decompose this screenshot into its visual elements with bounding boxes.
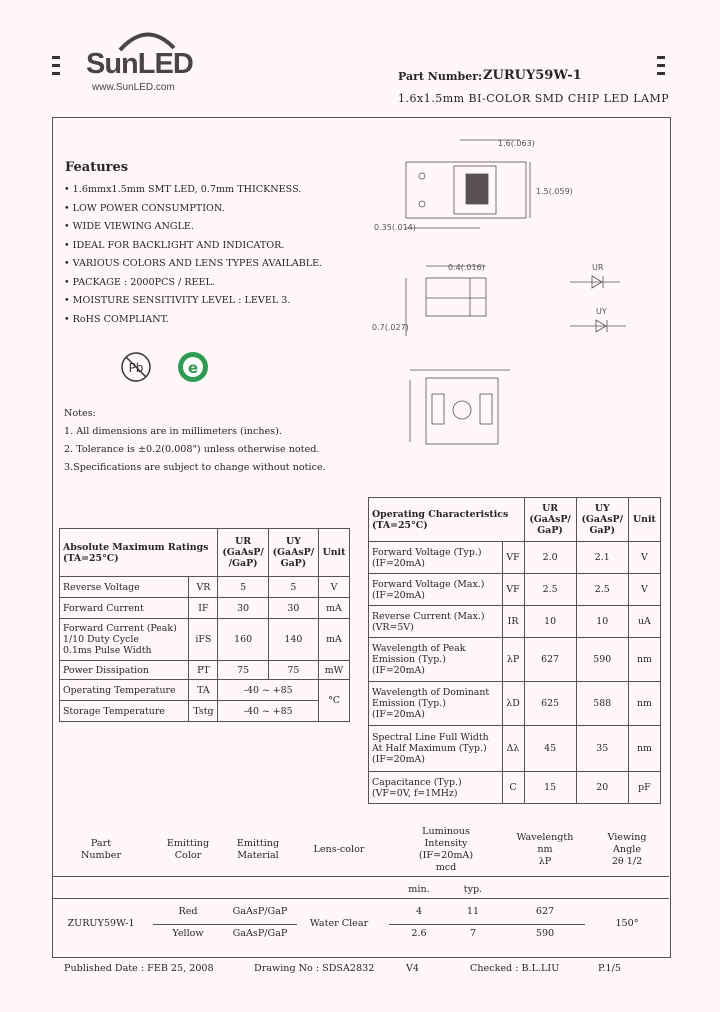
operating-characteristics-table <box>368 497 661 804</box>
note-item: 2. Tolerance is ±0.2(0.008") unless otherwise noted. <box>64 444 320 455</box>
corner-mark <box>657 56 665 59</box>
list-item: • LOW POWER CONSUMPTION. <box>64 200 322 219</box>
row-color: Yellow <box>172 928 204 939</box>
notes <box>64 405 326 477</box>
note-item: 3.Specifications are subject to change without notice. <box>64 462 326 473</box>
table-row: Wavelength of Peak Emission (Typ.) (IF=20mA) λP 627 590 nm <box>369 638 661 682</box>
row-wl: 590 <box>535 928 555 939</box>
list-item: • RoHS COMPLIANT. <box>64 311 322 330</box>
features-list <box>64 181 322 329</box>
part-number-label: Part Number: <box>398 70 483 83</box>
page-number: P.1/5 <box>598 963 621 974</box>
circuit-label-uy: UY <box>596 307 607 316</box>
circuit-label-ur: UR <box>592 263 604 272</box>
part-number-cell: ZURUY59W-1 <box>67 918 135 929</box>
table-row: Forward Current (Peak) 1/10 Duty Cycle 0.1ms Pulse Width iFS 160 140 mA <box>60 619 350 661</box>
table-row: Storage Temperature Tstg -40 ~ +85 <box>60 701 350 722</box>
part-description: 1.6x1.5mm BI-COLOR SMD CHIP LED LAMP <box>398 92 670 105</box>
h-angle: Viewing Angle 2θ 1/2 <box>607 832 647 867</box>
table-row: Operating Temperature TA -40 ~ +85 °C <box>60 680 350 701</box>
list-item: • PACKAGE : 2000PCS / REEL. <box>64 274 322 293</box>
table-header: Absolute Maximum Ratings (TA=25°C) <box>60 529 218 577</box>
row-material: GaAsP/GaP <box>232 928 288 939</box>
dim-label: 0.35(.014) <box>374 223 416 232</box>
col-ur: UR (GaAsP/ GaP) <box>524 498 576 542</box>
h-min: min. <box>408 884 430 895</box>
table-row: Forward Current IF 30 30 mA <box>60 598 350 619</box>
h-material: Emitting Material <box>236 838 280 861</box>
table-row: Power Dissipation PT 75 75 mW <box>60 661 350 680</box>
h-wavelength: Wavelength nm λP <box>516 832 574 867</box>
version: V4 <box>406 963 420 974</box>
pb-free-icon <box>120 351 152 383</box>
table-row: Spectral Line Full Width At Half Maximum (Typ.) (IF=20mA) Δλ 45 35 nm <box>369 726 661 772</box>
angle-cell: 150° <box>615 918 639 929</box>
abs-max-table <box>59 528 350 722</box>
row-color: Red <box>178 906 198 917</box>
col-uy: UY (GaAsP/ GaP) <box>576 498 628 542</box>
list-item: • MOISTURE SENSITIVITY LEVEL : LEVEL 3. <box>64 292 322 311</box>
col-unit: Unit <box>628 498 660 542</box>
dim-label: 1.6(.063) <box>498 139 535 148</box>
note-item: 1. All dimensions are in millimeters (inches). <box>64 426 282 437</box>
lens-cell: Water Clear <box>309 918 369 929</box>
list-item: • 1.6mmx1.5mm SMT LED, 0.7mm THICKNESS. <box>64 181 322 200</box>
published-date: Published Date : FEB 25, 2008 <box>64 963 214 974</box>
checked-by: Checked : B.L.LIU <box>470 963 560 974</box>
row-typ: 11 <box>466 906 480 917</box>
notes-title: Notes: <box>64 408 96 419</box>
corner-mark <box>657 64 665 67</box>
divider <box>153 924 297 925</box>
h-color: Emitting Color <box>166 838 210 861</box>
row-wl: 627 <box>535 906 555 917</box>
dim-label: 0.7(.027) <box>372 323 409 332</box>
col-ur: UR (GaAsP/ /GaP) <box>218 529 268 577</box>
table-row: Wavelength of Dominant Emission (Typ.) (IF=20mA) λD 625 588 nm <box>369 682 661 726</box>
row-min: 4 <box>415 906 423 917</box>
list-item: • VARIOUS COLORS AND LENS TYPES AVAILABLE. <box>64 255 322 274</box>
dimension-drawing <box>370 130 660 460</box>
divider <box>53 898 669 899</box>
row-material: GaAsP/GaP <box>232 906 288 917</box>
divider <box>389 924 585 925</box>
h-typ: typ. <box>463 884 483 895</box>
table-row: Capacitance (Typ.) (VF=0V, f=1MHz) C 15 20 pF <box>369 772 661 804</box>
table-header: Operating Characteristics (TA=25°C) <box>369 498 525 542</box>
logo-url: www.SunLED.com <box>92 82 175 93</box>
row-typ: 7 <box>469 928 477 939</box>
table-row: Forward Voltage (Typ.) (IF=20mA) VF 2.0 2.1 V <box>369 542 661 574</box>
corner-mark <box>52 72 60 75</box>
col-uy: UY (GaAsP/ GaP) <box>268 529 318 577</box>
dim-label: 1.5(.059) <box>536 187 573 196</box>
table-row: Reverse Current (Max.) (VR=5V) IR 10 10 uA <box>369 606 661 638</box>
h-lens: Lens-color <box>313 844 365 855</box>
rohs-icon <box>176 350 210 384</box>
dim-label: 0.4(.016) <box>448 263 485 272</box>
drawing-number: Drawing No : SDSA2832 <box>254 963 375 974</box>
list-item: • WIDE VIEWING ANGLE. <box>64 218 322 237</box>
pb-label: Pb <box>128 361 144 375</box>
table-row: Forward Voltage (Max.) (IF=20mA) VF 2.5 2.5 V <box>369 574 661 606</box>
part-number: ZURUY59W-1 <box>483 68 582 83</box>
corner-mark <box>52 56 60 59</box>
corner-mark <box>657 72 665 75</box>
table-row: Reverse Voltage VR 5 5 V <box>60 577 350 598</box>
features-title: Features <box>65 160 129 175</box>
corner-mark <box>52 64 60 67</box>
h-part: Part Number <box>80 838 122 861</box>
h-luminous: Luminous Intensity (IF=20mA) mcd <box>418 826 474 873</box>
list-item: • IDEAL FOR BACKLIGHT AND INDICATOR. <box>64 237 322 256</box>
divider <box>53 876 669 877</box>
row-min: 2.6 <box>411 928 427 939</box>
col-unit: Unit <box>319 529 350 577</box>
rohs-label: e <box>187 359 199 377</box>
logo: SunLED <box>86 48 193 80</box>
